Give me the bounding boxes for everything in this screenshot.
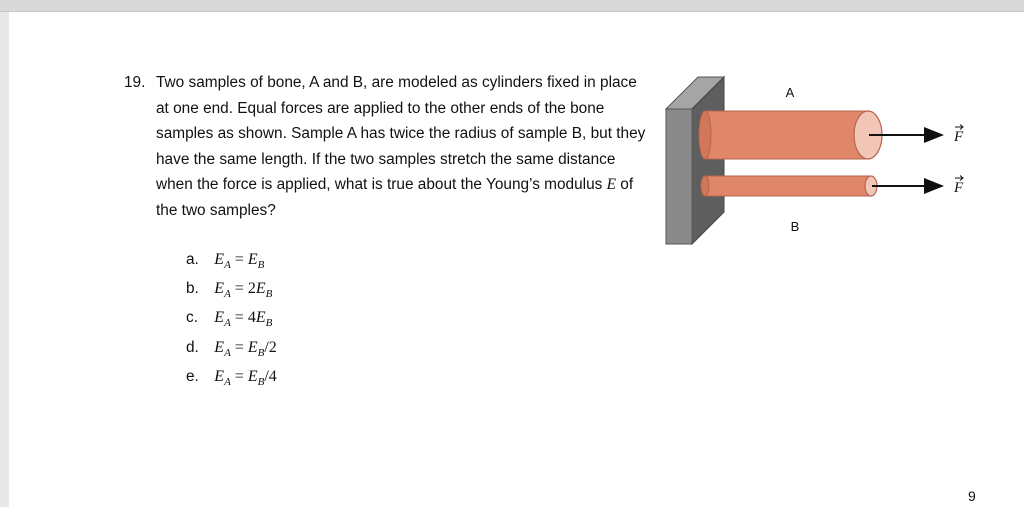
- force-label-a: [953, 125, 964, 146]
- choice-d: [186, 336, 277, 365]
- svg-text:F: F: [954, 129, 964, 145]
- question-text: [156, 70, 651, 223]
- choice-equation: $E_A = 2E_B$: [214, 280, 273, 301]
- answer-choices: [186, 248, 277, 394]
- label-b: B: [790, 219, 800, 234]
- choice-label: c.: [186, 309, 198, 327]
- cylinder-a: [699, 111, 882, 159]
- choice-equation: $E_A = E_B/2$: [214, 338, 277, 359]
- label-a: A: [785, 85, 795, 100]
- svg-text:F: F: [954, 180, 964, 196]
- bone-samples-diagram: [650, 65, 980, 250]
- choice-equation: $E_A = E_B$: [214, 251, 265, 272]
- choice-equation: $E_A = E_B/4$: [214, 367, 277, 388]
- force-label-b: [953, 176, 964, 197]
- window-top-bar: [0, 0, 1024, 12]
- choice-equation: $E_A = 4E_B$: [214, 309, 273, 330]
- fixed-wall: [666, 77, 724, 244]
- choice-b: [186, 277, 277, 306]
- choice-label: b.: [186, 280, 199, 298]
- choice-label: d.: [186, 338, 199, 356]
- choice-e: [186, 365, 277, 394]
- page-number: 9: [968, 488, 976, 504]
- question-number: 19.: [124, 74, 146, 91]
- cylinder-b: [701, 176, 877, 196]
- choice-a: [186, 248, 277, 277]
- question-text-body: Two samples of bone, A and B, are modeled as cylinders fixed in place at one end. Equal forces are applied to the other ends of the bone samples as shown. Sample A has twice the radius of sample B, but they have the same length. If the two samples stretch the same distance when the force is applied, what is true about the Young’s modulus E of the two samples?: [156, 74, 646, 219]
- choice-c: [186, 306, 277, 335]
- choice-label: e.: [186, 367, 199, 385]
- choice-label: a.: [186, 251, 199, 268]
